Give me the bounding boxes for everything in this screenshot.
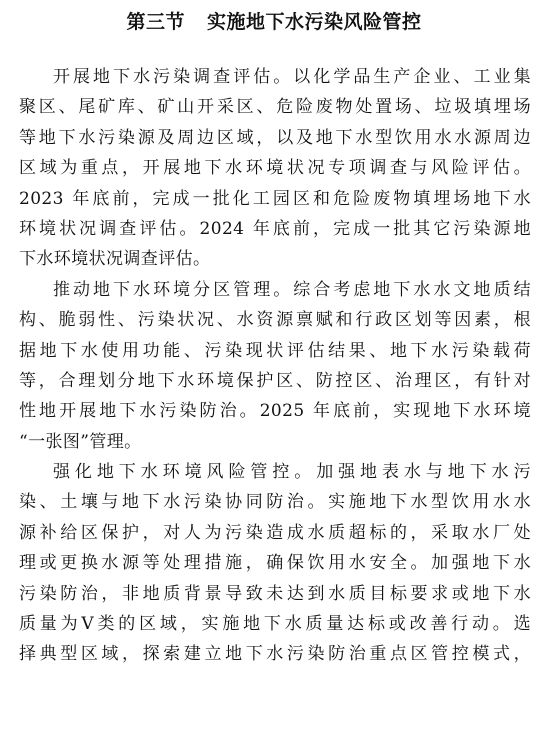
text-line: 择典型区域，探索建立地下水污染防治重点区管控模式， [19,644,531,665]
text-line: 推动地下水环境分区管理。综合考虑地下水水文地质结 [53,279,531,300]
text-line: 环境状况调查评估。2024 年底前，完成一批其它污染源地 [19,218,531,239]
text-line: 理或更换水源等处理措施，确保饮用水安全。加强地下水 [19,553,531,574]
text-line: 等，合理划分地下水环境保护区、防控区、治理区，有针对 [19,370,531,391]
paragraph-zoning-management [19,275,531,457]
section-heading [0,8,548,36]
paragraph-risk-control [19,457,531,670]
text-line: 性地开展地下水污染防治。2025 年底前，实现地下水环境 [19,401,531,422]
section-body [19,62,531,670]
text-line: 构、脆弱性、污染状况、水资源禀赋和行政区划等因素，根 [19,310,531,331]
text-line: 聚区、尾矿库、矿山开采区、危险废物处置场、垃圾填埋场 [19,97,531,118]
paragraph-groundwater-survey [19,62,531,275]
text-line: 强化地下水环境风险管控。加强地表水与地下水污 [53,462,531,483]
text-line: 区域为重点，开展地下水环境状况专项调查与风险评估。 [19,158,531,179]
text-line: 下水环境状况调查评估。 [19,249,211,270]
text-line: 据地下水使用功能、污染现状评估结果、地下水污染载荷 [19,340,531,361]
text-line: 质量为Ⅴ类的区域，实施地下水质量达标或改善行动。选 [19,614,531,635]
text-line: “一张图”管理。 [19,431,142,452]
text-line: 污染防治，非地质背景导致未达到水质目标要求或地下水 [19,583,531,604]
text-line: 2023 年底前，完成一批化工园区和危险废物填埋场地下水 [19,188,531,209]
section-number: 第三节 [126,11,185,33]
text-line: 开展地下水污染调查评估。以化学品生产企业、工业集 [53,67,531,87]
text-line: 等地下水污染源及周边区域，以及地下水型饮用水水源周边 [19,127,531,148]
text-line: 染、土壤与地下水污染协同防治。实施地下水型饮用水水 [19,492,531,513]
section-title: 实施地下水污染风险管控 [207,11,422,33]
text-line: 源补给区保护，对人为污染造成水质超标的，采取水厂处 [19,522,531,543]
